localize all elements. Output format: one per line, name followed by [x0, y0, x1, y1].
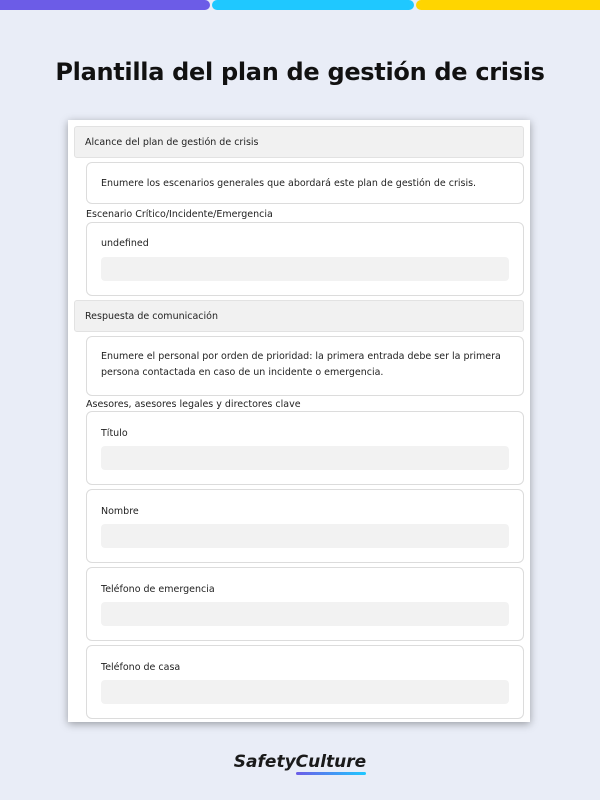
- scenario-field-label: undefined: [101, 238, 149, 249]
- safetyculture-logo: SafetyCulture: [233, 752, 367, 772]
- communication-instruction-text: Enumere el personal por orden de prioridad: la primera entrada debe ser la primera persona contactada en caso de un incidente o emergencia.: [101, 351, 501, 378]
- section-header-communication: Respuesta de comunicación: [74, 300, 524, 332]
- scenario-input[interactable]: [101, 257, 509, 281]
- scenario-group-label: Escenario Crítico/Incidente/Emergencia: [86, 209, 273, 220]
- yellow-bar-segment: [416, 0, 600, 10]
- section-header-scope: Alcance del plan de gestión de crisis: [74, 126, 524, 158]
- scope-instruction-text: Enumere los escenarios generales que abordará este plan de gestión de crisis.: [101, 178, 477, 189]
- name-field-card: [86, 489, 524, 563]
- communication-instruction-card: [86, 336, 524, 396]
- top-color-bar: [0, 0, 600, 10]
- home-phone-field-label: Teléfono de casa: [101, 662, 181, 673]
- title-field-card: [86, 411, 524, 485]
- scope-instruction-card: [86, 162, 524, 204]
- name-input[interactable]: [101, 524, 509, 548]
- logo-underline: [296, 772, 366, 775]
- purple-bar-segment: [0, 0, 210, 10]
- emergency-phone-field-label: Teléfono de emergencia: [101, 584, 215, 595]
- home-phone-input[interactable]: [101, 680, 509, 704]
- title-input[interactable]: [101, 446, 509, 470]
- name-field-label: Nombre: [101, 506, 139, 517]
- cyan-bar-segment: [212, 0, 414, 10]
- emergency-phone-input[interactable]: [101, 602, 509, 626]
- title-field-label: Título: [101, 428, 128, 439]
- template-document: [68, 120, 530, 722]
- page-title: Plantilla del plan de gestión de crisis: [55, 58, 545, 86]
- scenario-field-card: [86, 222, 524, 296]
- emergency-phone-field-card: [86, 567, 524, 641]
- home-phone-field-card: [86, 645, 524, 719]
- advisors-group-label: Asesores, asesores legales y directores clave: [86, 399, 301, 410]
